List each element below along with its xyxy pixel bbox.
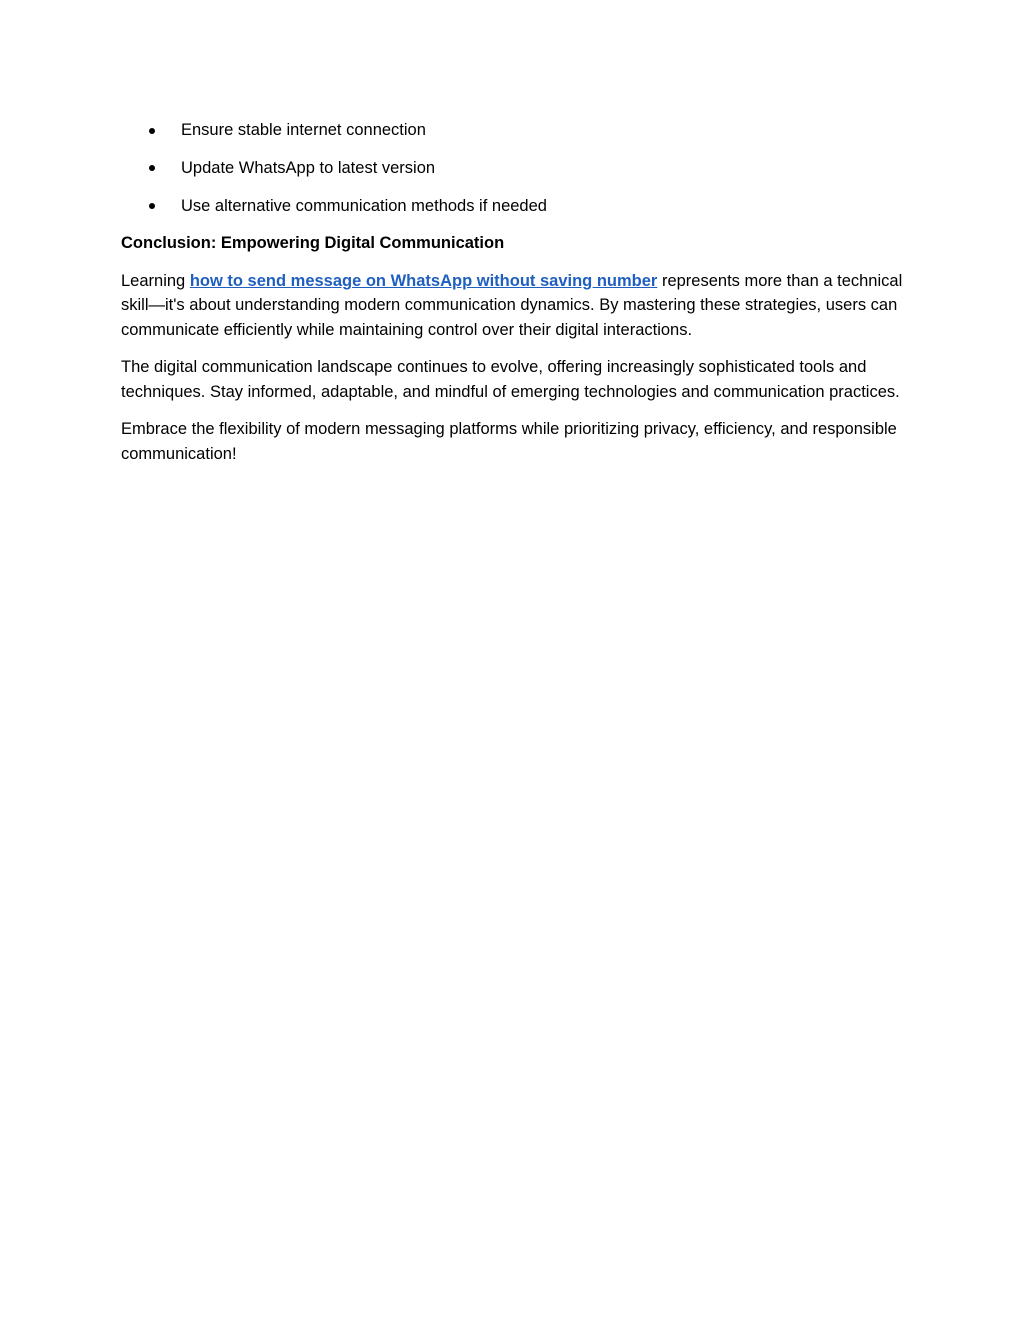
- section-heading: Conclusion: Empowering Digital Communication: [121, 234, 505, 253]
- list-item-text: Use alternative communication methods if needed: [181, 196, 547, 215]
- bullet-icon: [149, 165, 155, 171]
- paragraph-1: [121, 269, 903, 342]
- paragraph-2: The digital communication landscape continues to evolve, offering increasingly sophisticated tools and techniques. Stay informed, adaptable, and mindful of emerging technologies and communication practices.: [121, 358, 900, 401]
- paragraph-1-lead: Learning: [121, 272, 190, 291]
- list-item: [121, 118, 903, 142]
- paragraph-3: Embrace the flexibility of modern messaging platforms while prioritizing privacy, efficiency, and responsible communication!: [121, 420, 897, 463]
- list-item-text: Update WhatsApp to latest version: [181, 158, 436, 177]
- troubleshooting-bullet-list: [121, 118, 903, 218]
- whatsapp-guide-link[interactable]: how to send message on WhatsApp without saving number: [189, 272, 658, 291]
- bullet-icon: [149, 203, 155, 209]
- bullet-icon: [149, 128, 155, 134]
- list-item: [121, 194, 903, 218]
- list-item-text: Ensure stable internet connection: [181, 121, 426, 139]
- list-item: [121, 156, 903, 180]
- document-content: [121, 118, 903, 479]
- paragraph-1-rest: represents more than a technical skill—it's about understanding modern communication dynamics. By mastering these strategies, users can communicate efficiently while maintaining control over their digital interactions.: [121, 272, 903, 339]
